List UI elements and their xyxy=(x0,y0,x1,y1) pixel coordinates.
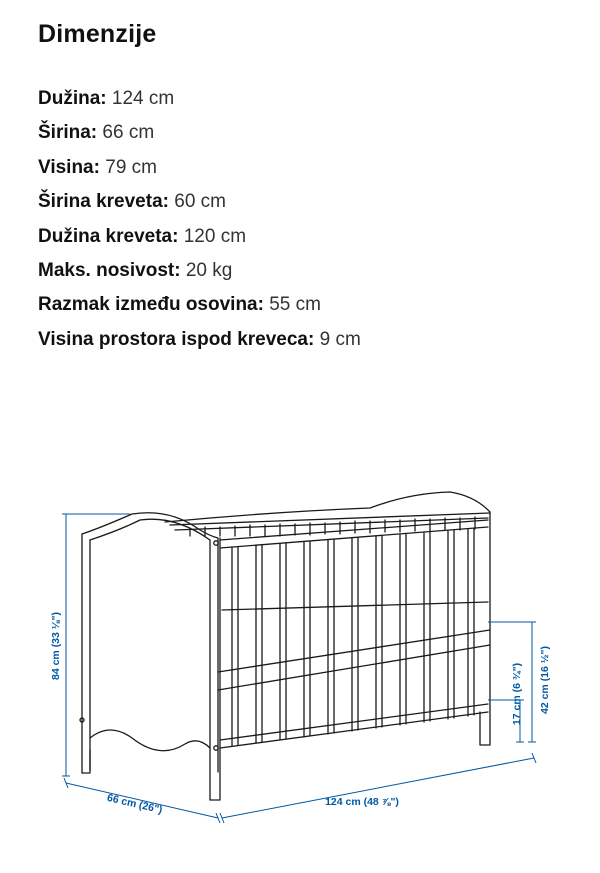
dimension-label: Razmak između osovina: xyxy=(38,294,264,316)
height-dimension-line xyxy=(62,514,130,776)
dimension-row-under-height xyxy=(38,325,578,359)
dimension-row-axle-spacing xyxy=(38,290,578,324)
dimension-label: Maks. nosivost: xyxy=(38,259,181,281)
crib-illustration xyxy=(80,492,490,800)
dimension-value: 124 cm xyxy=(111,88,175,109)
front-side-slats xyxy=(232,528,474,746)
dimension-row-bed-width xyxy=(38,187,578,221)
dimension-label: Širina: xyxy=(38,122,98,144)
height-label: 84 cm (33 ⅛") xyxy=(50,611,62,681)
dimension-value: 60 cm xyxy=(174,191,226,213)
width-label: 66 cm (26") xyxy=(105,791,164,817)
near-headboard xyxy=(82,513,218,772)
under-height-label: 17 cm (6 ¾") xyxy=(511,662,523,726)
dimension-label: Visina: xyxy=(38,156,100,178)
dimension-label: Dužina: xyxy=(38,88,107,109)
dimension-label: Visina prostora ispod kreveca: xyxy=(38,328,315,350)
crib-dimension-drawing xyxy=(0,478,600,873)
length-label: 124 cm (48 ⅞") xyxy=(325,796,399,808)
dimension-lines xyxy=(62,514,536,823)
dimensions-list xyxy=(38,84,578,359)
page-title: Dimenzije xyxy=(38,20,157,48)
dimension-row-width xyxy=(38,118,578,152)
dimension-row-height xyxy=(38,153,578,187)
dimension-value: 9 cm xyxy=(319,328,361,350)
dimension-value: 66 cm xyxy=(102,122,155,144)
dimension-value: 20 kg xyxy=(185,259,233,281)
dimension-value: 120 cm xyxy=(183,225,247,247)
dimension-row-bed-length xyxy=(38,222,578,256)
dimension-row-length xyxy=(38,84,578,118)
dimension-label: Širina kreveta: xyxy=(38,191,169,213)
base-height-label: 42 cm (16 ½") xyxy=(539,645,551,715)
dimension-value: 79 cm xyxy=(105,156,157,178)
length-dimension-line xyxy=(220,753,536,823)
dimension-value: 55 cm xyxy=(269,294,321,316)
dimension-label: Dužina kreveta: xyxy=(38,225,179,247)
dimension-row-max-load xyxy=(38,256,578,290)
